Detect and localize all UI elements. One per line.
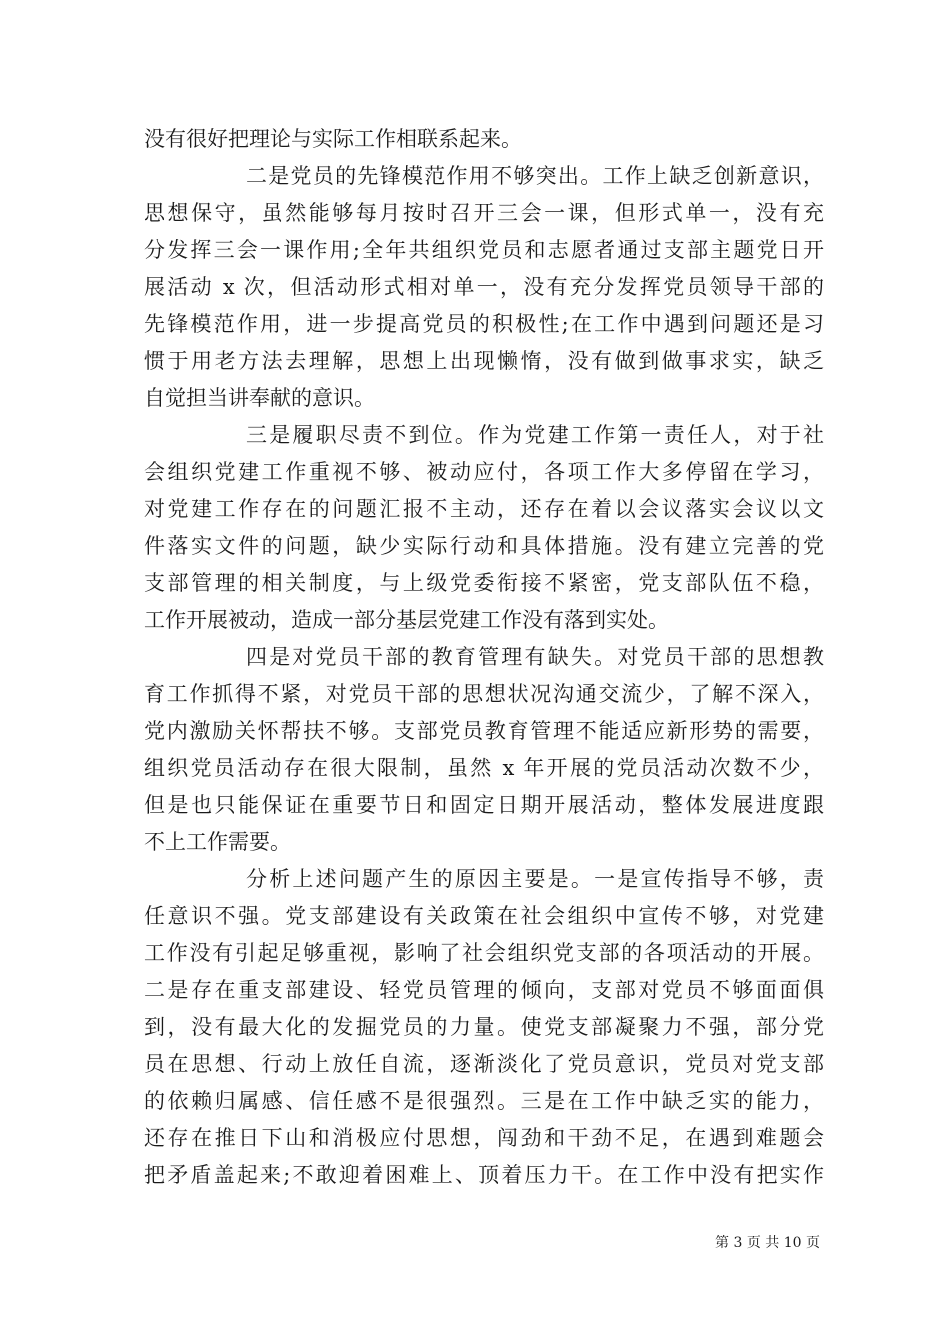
text-line-17: 党内激励关怀帮扶不够。支部党员教育管理不能适应新形势的需要， bbox=[144, 719, 824, 743]
text-line-12: 件落实文件的问题，缺少实际行动和具体措施。没有建立完善的党 bbox=[144, 534, 824, 558]
text-line-24: 二是存在重支部建设、轻党员管理的倾向，支部对党员不够面面俱 bbox=[144, 978, 824, 1002]
text-line-27: 的依赖归属感、信任感不是很强烈。三是在工作中缺乏实的能力， bbox=[144, 1089, 824, 1113]
text-line-26: 员在思想、行动上放任自流，逐渐淡化了党员意识，党员对党支部 bbox=[144, 1052, 824, 1076]
text-line-18: 组织党员活动存在很大限制，虽然 x 年开展的党员活动次数不少， bbox=[144, 756, 824, 780]
text-line-25: 到，没有最大化的发掘党员的力量。使党支部凝聚力不强，部分党 bbox=[144, 1015, 824, 1039]
text-line-21: 分析上述问题产生的原因主要是。一是宣传指导不够，责 bbox=[246, 867, 824, 891]
text-line-8: 自觉担当讲奉献的意识。 bbox=[144, 386, 375, 410]
text-line-29: 把矛盾盖起来;不敢迎着困难上、顶着压力干。在工作中没有把实作 bbox=[144, 1163, 824, 1187]
text-line-16: 育工作抓得不紧，对党员干部的思想状况沟通交流少，了解不深入， bbox=[144, 682, 824, 706]
text-line-19: 但是也只能保证在重要节日和固定日期开展活动，整体发展进度跟 bbox=[144, 793, 824, 817]
text-line-23: 工作没有引起足够重视，影响了社会组织党支部的各项活动的开展。 bbox=[144, 941, 824, 965]
text-line-13: 支部管理的相关制度，与上级党委衔接不紧密，党支部队伍不稳， bbox=[144, 571, 824, 595]
text-line-4: 分发挥三会一课作用;全年共组织党员和志愿者通过支部主题党日开 bbox=[144, 238, 824, 262]
text-line-1: 没有很好把理论与实际工作相联系起来。 bbox=[144, 127, 522, 151]
text-line-2: 二是党员的先锋模范作用不够突出。工作上缺乏创新意识， bbox=[246, 164, 824, 188]
text-line-20: 不上工作需要。 bbox=[144, 830, 291, 854]
text-line-7: 惯于用老方法去理解，思想上出现懒惰，没有做到做事求实，缺乏 bbox=[144, 349, 824, 373]
text-line-11: 对党建工作存在的问题汇报不主动，还存在着以会议落实会议以文 bbox=[144, 497, 824, 521]
text-line-5: 展活动 x 次，但活动形式相对单一，没有充分发挥党员领导干部的 bbox=[144, 275, 824, 299]
text-line-6: 先锋模范作用，进一步提高党员的积极性;在工作中遇到问题还是习 bbox=[144, 312, 824, 336]
text-line-10: 会组织党建工作重视不够、被动应付，各项工作大多停留在学习， bbox=[144, 460, 824, 484]
text-line-3: 思想保守，虽然能够每月按时召开三会一课，但形式单一，没有充 bbox=[144, 201, 824, 225]
text-line-15: 四是对党员干部的教育管理有缺失。对党员干部的思想教 bbox=[246, 645, 824, 669]
text-line-22: 任意识不强。党支部建设有关政策在社会组织中宣传不够，对党建 bbox=[144, 904, 824, 928]
page-number: 第 3 页 共 10 页 bbox=[715, 1235, 820, 1251]
text-line-28: 还存在推日下山和消极应付思想，闯劲和干劲不足，在遇到难题会 bbox=[144, 1126, 824, 1150]
text-line-9: 三是履职尽责不到位。作为党建工作第一责任人，对于社 bbox=[246, 423, 824, 447]
text-line-14: 工作开展被动，造成一部分基层党建工作没有落到实处。 bbox=[144, 608, 669, 632]
